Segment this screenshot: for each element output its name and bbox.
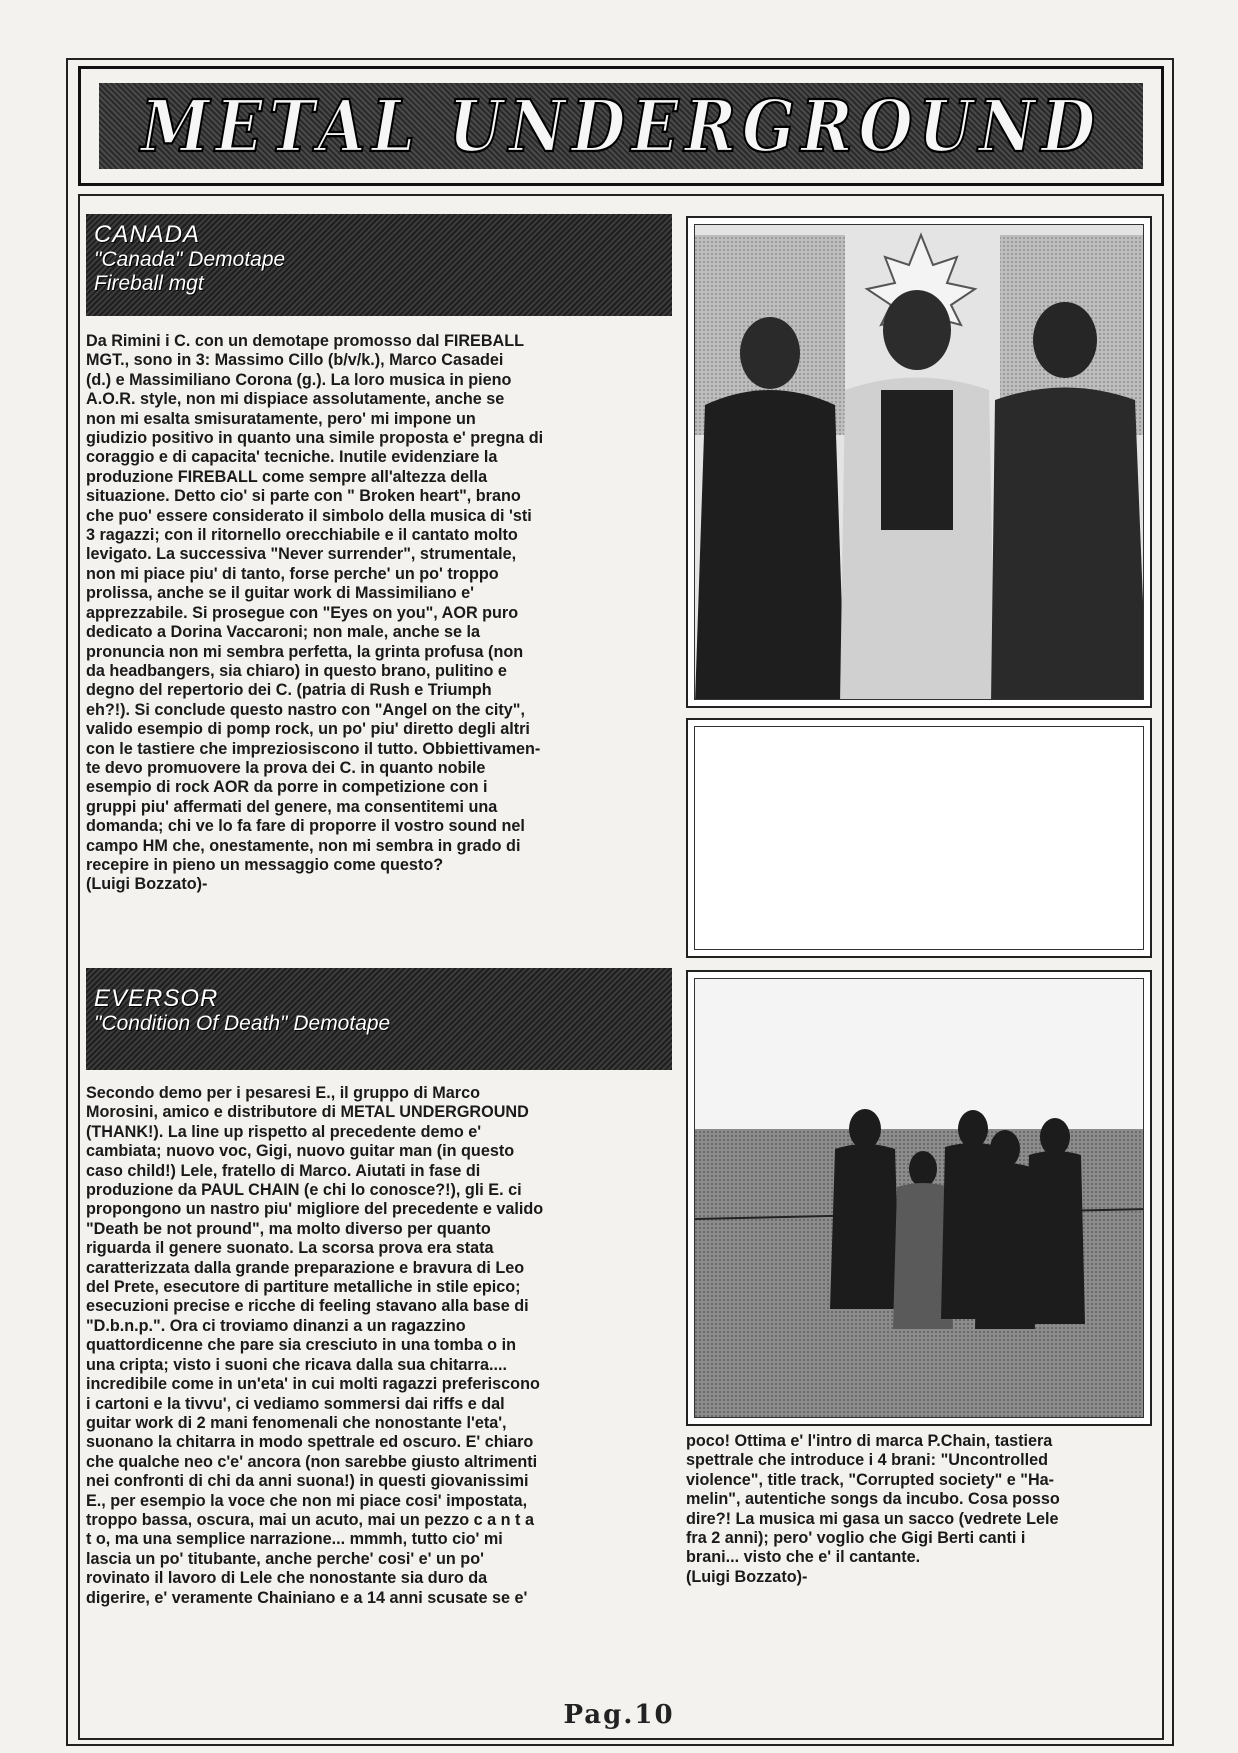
photo-eversor [695,979,1144,1418]
person-center-head [883,290,951,370]
band-name: EVERSOR [94,985,219,1012]
band-name: CANADA [94,221,201,248]
empty-photo-box [686,718,1152,958]
release-title: "Condition Of Death" Demotape [94,1012,391,1035]
review-header-eversor [86,968,672,1070]
masthead-title: METAL UNDERGROUND [140,84,1102,168]
person-right-body [991,388,1144,701]
label-name: Fireball mgt [94,272,204,295]
review-text-eversor: Secondo demo per i pesaresi E., il gruppo di Marco Morosini, amico e distributore di METAL UNDERGROUND (THANK!). La line up rispetto al precedente demo e' cambiata; nuovo voc, Gigi, nuovo guitar man (in questo caso child!) Lele, fratello di Marco. Aiutati in fase di produzione da PAUL CHAIN (e chi lo conosce?!), gli E. ci propongono un nastro piu' migliore del precedente e valido "Death be not pround", ma molto diverso per quanto riguarda il genere suonato. La scorsa prova era stata caratterizzata dalla grande preparazione e bravura di Leo del Prete, esecutore di partiture metalliche in stile epico; esecuzioni precise e ricche di feeling stavano alla base di "D.b.n.p.". Ora ci troviamo dinanzi a un ragazzino quattordicenne che pare sia cresciuto in una tomba o in una cripta; visto i suoni che ricava dalla sua chitarra.... incredibile come in un'eta' in cui molti ragazzi preferiscono i cartoni e la tivvu', ci vediamo sommersi dai riffs e dal guitar work di 2 mani fenomenali che nonostante l'eta', suonano la chitarra in modo spettrale ed oscuro. E' chiaro che qualche neo c'e' ancora (non sarebbe giusto altrimenti nei confronti di chi da anni suona!) in questi giovanissimi E., per esempio la voce che non mi piace cosi' impostata, troppo bassa, oscura, mai un acuto, mai un pezzo c a n t a t o, ma una semplice narrazione... mmmh, tutto cio' mi lascia un po' titubante, anche perche' cosi' e' un po' rovinato il lavoro di Lele che nonostante sia duro da digerire, e' veramente Chainiano e a 14 anni scusate se e' [86,1084,544,1607]
masthead-banner [99,83,1143,169]
person-right-head [1033,302,1097,378]
band-photo-canada [686,216,1152,708]
page-number: Pag.10 [563,1700,675,1730]
release-title: "Canada" Demotape [94,248,286,271]
photo-canada [695,225,1144,700]
review-text-eversor-continued: poco! Ottima e' l'intro di marca P.Chain, tastiera spettrale che introduce i 4 brani: "Uncontrolled violence", title track, "Corrupted society" e "Ha- melin", autentiche songs da incubo. Cosa posso dire?! La musica mi gasa un sacco (vedrete Lele fra 2 anni); pero' voglio che Gigi Berti canti i brani... visto che e' il cantante. (Luigi Bozzato)- [686,1432,1060,1586]
review-text-canada: Da Rimini i C. con un demotape promosso dal FIREBALL MGT., sono in 3: Massimo Cillo (b/v/k.), Marco Casadei (d.) e Massimiliano Corona (g.). La loro musica in pieno A.O.R. style, non mi dispiace assolutamente, anche se non mi esalta smisuratamente, pero' mi impone un giudizio positivo in quanto una simile proposta e' pregna di coraggio e di capacita' tecniche. Inutile evidenziare la produzione FIREBALL come sempre all'altezza della situazione. Detto cio' si parte con " Broken heart", brano che puo' essere considerato il simbolo della musica di 'sti 3 ragazzi; con il ritornello orecchiabile e il cantato molto levigato. La successiva "Never surrender", strumentale, non mi piace piu' di tanto, forse perche' un po' troppo prolissa, anche se il guitar work di Massimiliano e' apprezzabile. Si prosegue con "Eyes on you", AOR puro dedicato a Dorina Vaccaroni; non male, anche se la pronuncia non mi sembra perfetta, la grinta profusa (non da headbangers, sia chiaro) in questo brano, pulitino e degno del repertorio dei C. (patria di Rush e Triumph eh?!). Si conclude questo nastro con "Angel on the city", valido esempio di pomp rock, un po' piu' diretto degli altri con le tastiere che impreziosiscono il tutto. Obbiettivamen- te devo promuovere la prova dei C. in quanto nobile esempio di rock AOR da porre in competizione con i gruppi piu' affermati del genere, ma consentitemi una domanda; chi ve lo fa fare di proporre il vostro sound nel campo HM che, onestamente, non mi sembra in grado di recepire in pieno un messaggio come questo? (Luigi Bozzato)- [86,332,544,894]
person-left-body [695,390,845,700]
masthead [78,66,1164,186]
review-header-canada [86,214,672,316]
band-photo-eversor [686,970,1152,1426]
person-left-head [740,317,800,389]
